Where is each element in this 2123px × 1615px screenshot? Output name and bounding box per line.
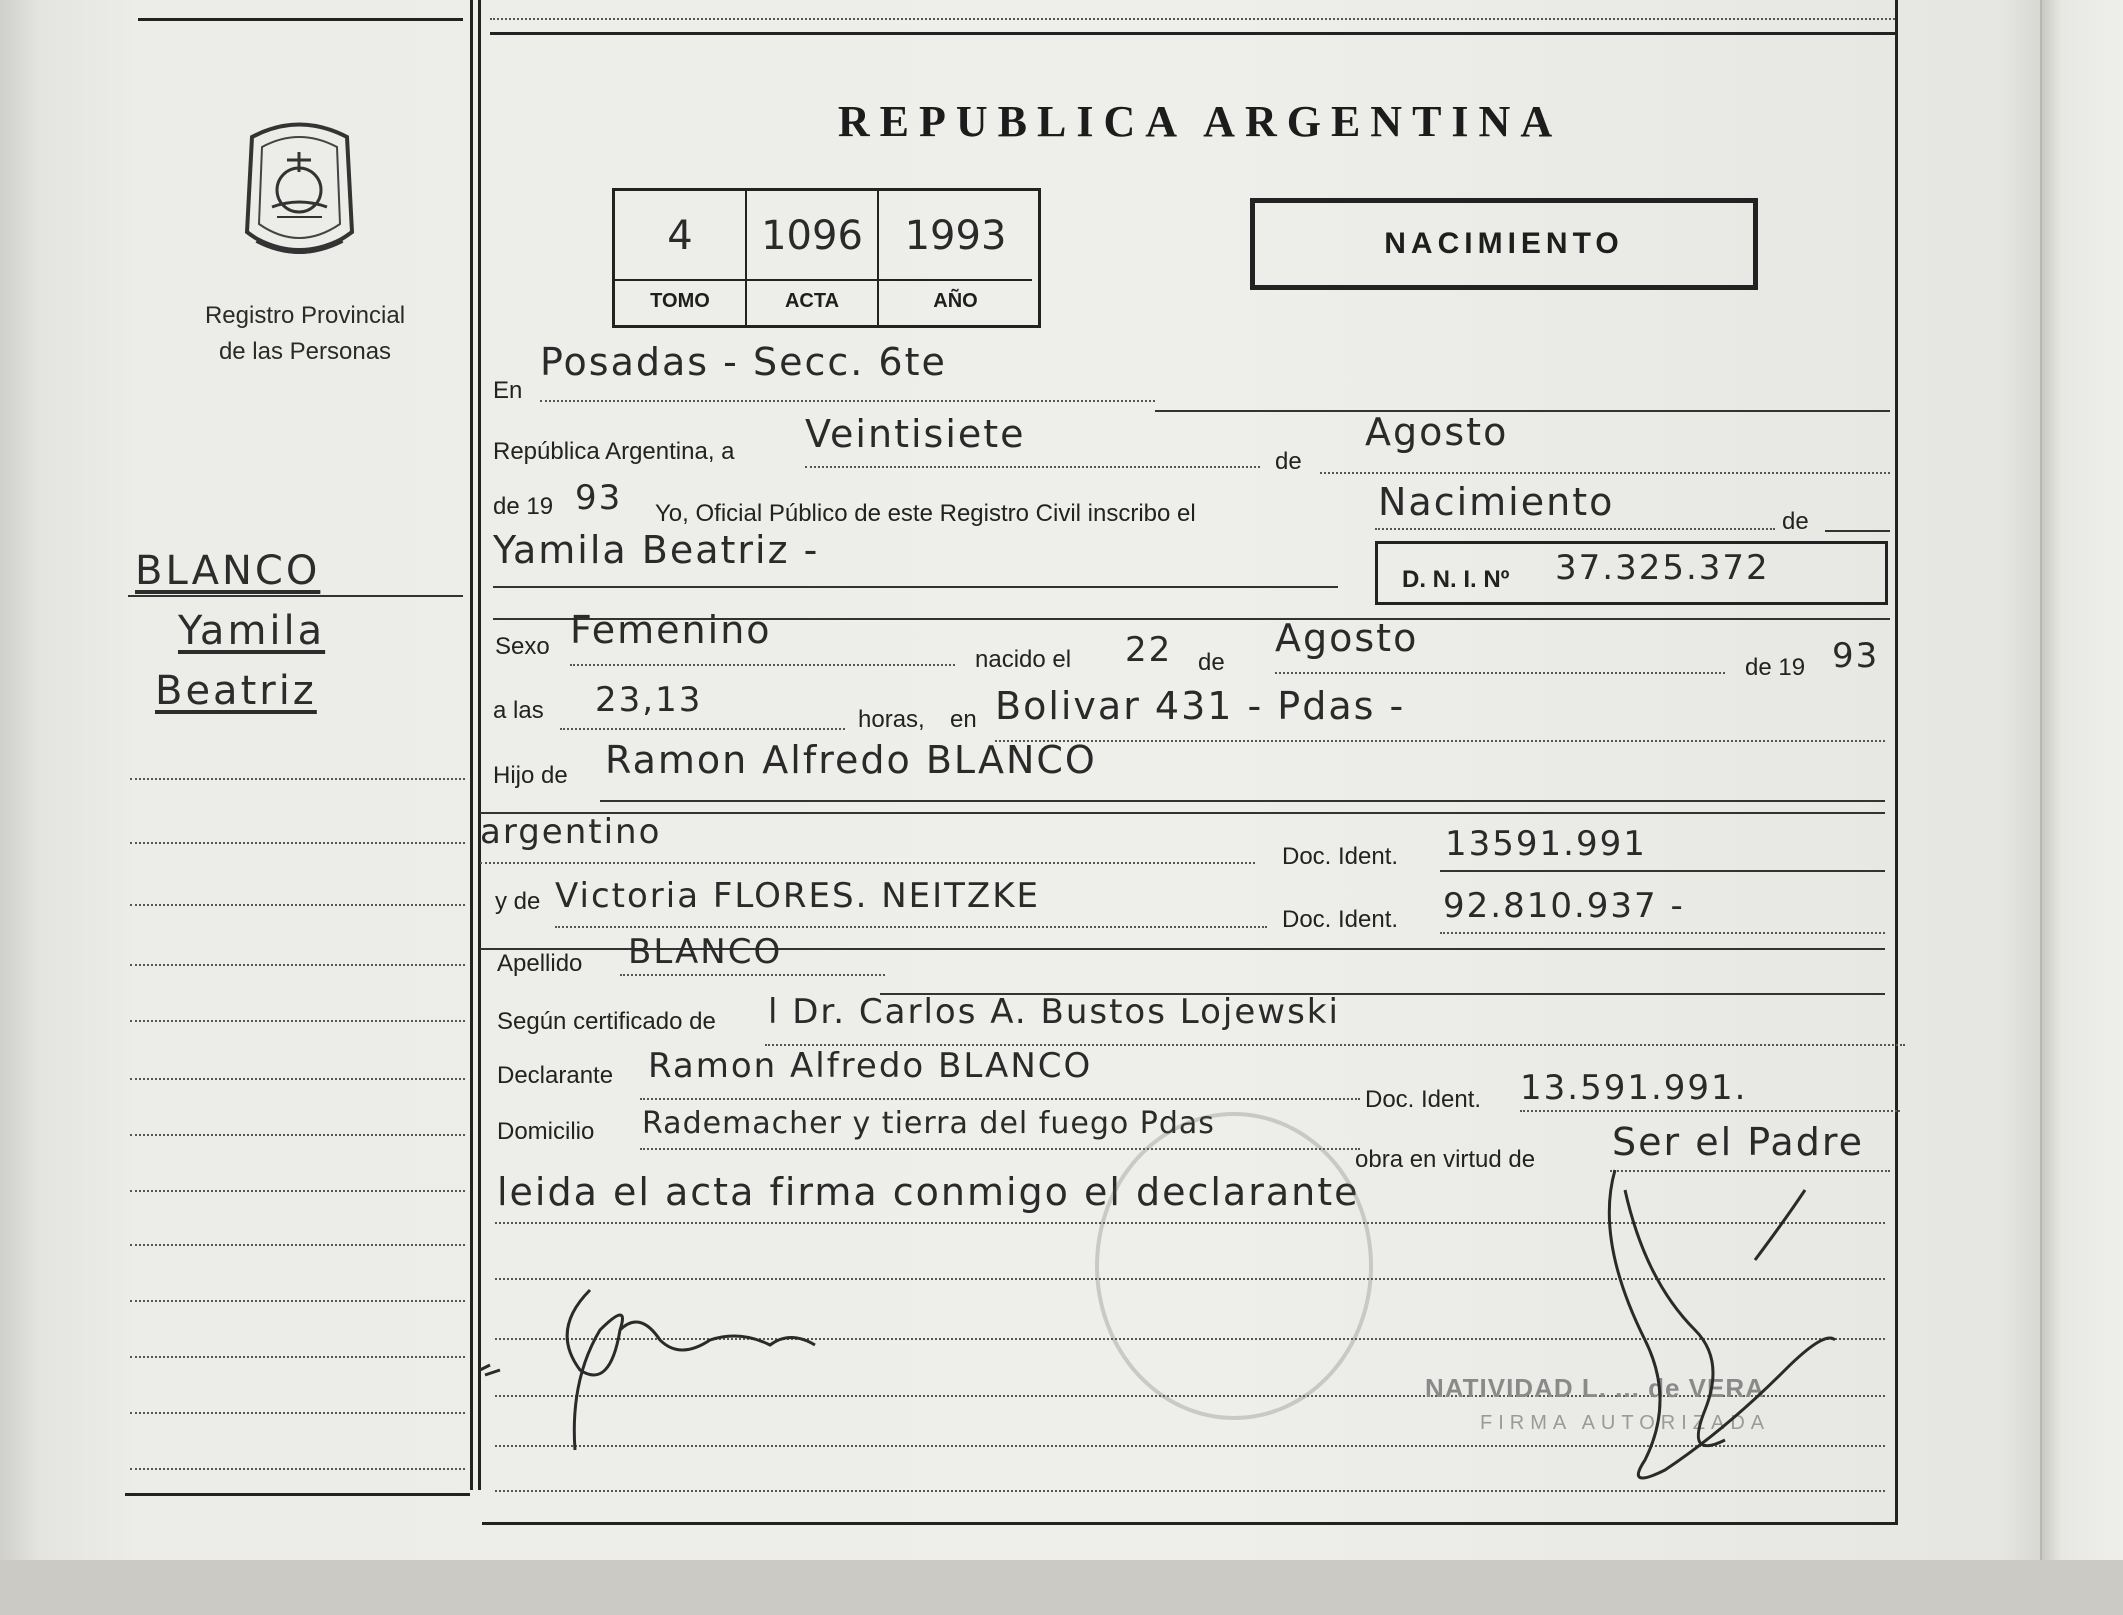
registry-line-2: de las Personas — [218, 338, 392, 365]
father-doc-value: 13591.991 — [1445, 824, 1647, 864]
margin-line — [130, 904, 465, 906]
obra-label: obra en virtud de — [1355, 1146, 1536, 1173]
right-border — [1895, 0, 1898, 1525]
authorized-official-name: NATIVIDAD L. ... de VERA — [1425, 1373, 1765, 1403]
fill-line — [1440, 932, 1885, 934]
fill-line — [1440, 870, 1885, 872]
father-name-value: Ramon Alfredo BLANCO — [605, 738, 1097, 782]
declarante-doc-label: Doc. Ident. — [1365, 1086, 1482, 1113]
fill-line — [493, 586, 1338, 588]
leida-value: leida el acta firma conmigo el declarante — [497, 1170, 1360, 1214]
fill-line — [1825, 530, 1890, 532]
fill-line — [600, 800, 1885, 802]
document-type-box: NACIMIENTO — [1250, 198, 1758, 290]
horas-label: horas, — [858, 706, 925, 733]
ano-label: AÑO — [933, 290, 978, 312]
nacido-label: nacido el — [975, 646, 1072, 673]
domicilio-label: Domicilio — [497, 1118, 595, 1145]
document-title: REPUBLICA ARGENTINA — [837, 97, 1563, 146]
registry-name — [170, 298, 440, 370]
margin-line — [130, 1244, 465, 1246]
fill-line — [555, 926, 1267, 928]
fill-line — [1275, 672, 1725, 674]
father-nationality-value: argentino — [480, 812, 662, 852]
day-value: Veintisiete — [805, 412, 1026, 456]
dni-label: D. N. I. Nº — [1402, 566, 1510, 593]
year-value: 93 — [575, 478, 623, 518]
y-de-label: y de — [495, 888, 541, 915]
de-label: de — [1275, 448, 1302, 475]
tomo-acta-ano-table — [612, 188, 1041, 328]
en-label-2: en — [950, 706, 977, 733]
registry-stamp-icon — [1095, 1112, 1373, 1420]
obra-value: Ser el Padre — [1612, 1120, 1864, 1164]
birth-time-value: 23,13 — [595, 680, 703, 720]
fill-line — [480, 812, 1885, 814]
fill-line — [1375, 528, 1775, 530]
birth-day-value: 22 — [1125, 630, 1173, 670]
registry-line-1: Registro Provincial — [204, 302, 406, 329]
fill-line — [1320, 472, 1890, 474]
declarante-doc-value: 13.591.991. — [1520, 1068, 1748, 1108]
declarante-label: Declarante — [497, 1062, 614, 1089]
bottom-rule-right — [482, 1522, 1895, 1525]
oficial-text: Yo, Oficial Público de este Registro Civil inscribo el — [655, 500, 1196, 527]
official-signature-icon — [1585, 1160, 1845, 1510]
child-name-value: Yamila Beatriz - — [493, 528, 820, 572]
margin-line — [130, 778, 465, 780]
bottom-rule-left — [125, 1493, 470, 1496]
certificate-value: l Dr. Carlos A. Bustos Lojewski — [768, 992, 1340, 1032]
margin-line — [130, 1190, 465, 1192]
declarant-signature-icon — [470, 1270, 850, 1470]
de-label-3: de — [1198, 649, 1225, 676]
de-label-2: de — [1782, 508, 1809, 535]
margin-line — [130, 1356, 465, 1358]
tomo-value: 4 — [615, 191, 747, 281]
fill-line — [540, 400, 1155, 402]
margin-first-name: Yamila — [178, 608, 326, 654]
margin-line — [130, 1020, 465, 1022]
fill-line — [570, 664, 955, 666]
father-doc-label: Doc. Ident. — [1282, 843, 1399, 870]
fill-line — [560, 728, 845, 730]
acta-label: ACTA — [747, 281, 879, 325]
hijo-label: Hijo de — [493, 762, 568, 789]
apellido-value: BLANCO — [628, 932, 783, 972]
margin-middle-name: Beatriz — [155, 668, 317, 714]
top-rule-right — [490, 32, 1895, 35]
republica-label: República Argentina, a — [493, 438, 735, 465]
margin-line — [130, 1300, 465, 1302]
apellido-label: Apellido — [497, 950, 583, 977]
fill-line — [620, 974, 885, 976]
page-shadow — [0, 1560, 2123, 1615]
margin-line — [130, 1412, 465, 1414]
margin-line — [130, 1078, 465, 1080]
declarante-value: Ramon Alfredo BLANCO — [648, 1046, 1093, 1086]
acta-value: 1096 — [747, 191, 879, 281]
segun-label: Según certificado de — [497, 1008, 716, 1035]
fill-line — [1520, 1110, 1900, 1112]
fill-line — [805, 466, 1260, 468]
fill-line — [480, 862, 1255, 864]
a-las-label: a las — [493, 697, 544, 724]
year-prefix: de 19 — [493, 493, 554, 520]
margin-line — [130, 842, 465, 844]
place-value: Posadas - Secc. 6te — [540, 340, 947, 384]
month-value: Agosto — [1365, 410, 1509, 454]
domicilio-value: Rademacher y tierra del fuego Pdas — [642, 1106, 1215, 1141]
sexo-label: Sexo — [495, 633, 550, 660]
column-divider-left — [470, 0, 473, 1490]
mother-name-value: Victoria FLORES. NEITZKE — [555, 876, 1040, 916]
top-dotted-rule — [490, 18, 1895, 20]
fill-line — [1155, 410, 1890, 412]
mother-doc-label: Doc. Ident. — [1282, 906, 1399, 933]
authorized-signature-label: FIRMA AUTORIZADA — [1480, 1412, 1771, 1434]
sexo-value: Femenino — [570, 608, 772, 652]
column-divider-right — [478, 0, 481, 1490]
fill-line — [995, 740, 1885, 742]
inscribo-value: Nacimiento — [1378, 480, 1615, 524]
mother-doc-value: 92.810.937 - — [1443, 886, 1685, 926]
fill-line — [640, 1098, 1360, 1100]
birth-year-value: 93 — [1832, 636, 1880, 676]
birth-place-value: Bolivar 431 - Pdas - — [995, 684, 1406, 728]
margin-rule — [128, 595, 463, 597]
next-page-edge — [2040, 0, 2123, 1615]
dni-value: 37.325.372 — [1555, 548, 1770, 588]
misiones-seal-icon — [232, 112, 367, 270]
margin-surname: BLANCO — [135, 548, 321, 594]
ano-value: 1993 — [879, 191, 1032, 281]
margin-line — [130, 1468, 465, 1470]
top-rule-left — [138, 18, 463, 21]
margin-line — [130, 1134, 465, 1136]
tomo-label: TOMO — [615, 281, 747, 325]
birth-year-prefix: de 19 — [1745, 654, 1806, 681]
birth-month-value: Agosto — [1275, 616, 1419, 660]
en-label: En — [493, 377, 523, 404]
margin-line — [130, 964, 465, 966]
